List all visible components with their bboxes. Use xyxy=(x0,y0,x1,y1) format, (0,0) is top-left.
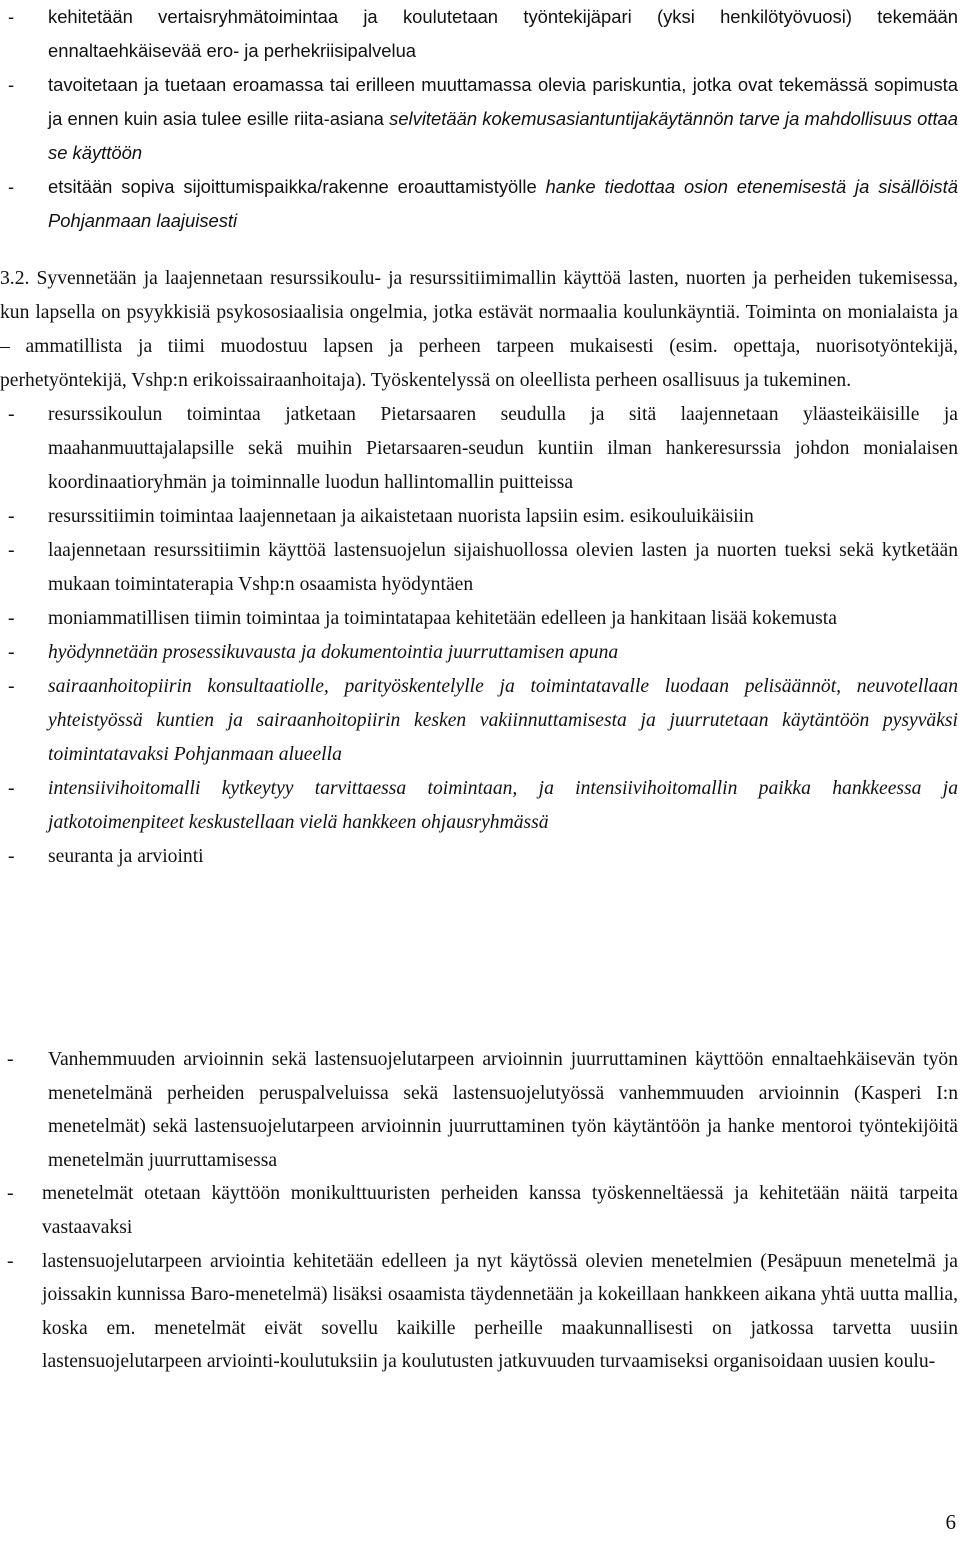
list-item xyxy=(0,840,958,874)
list-item xyxy=(0,534,958,602)
section-paragraph: 3.2. Syvennetään ja laajennetaan resurssikoulu- ja resurssitiimimallin käyttöä lasten, nuorten ja perheiden tukemisessa, kun lapsella on psyykkisiä psykososiaalisia ongelmia, jotka estävät normaalia koulunkäyntiä. Toiminta on monialaista ja – ammatillista ja tiimi muodostuu lapsen ja perheen tarpeen mukaisesti (esim. opettaja, nuorisotyöntekijä, perhetyöntekijä, Vshp:n erikoissairaanhoitaja). Työskentelyssä on oleellista perheen osallisuus ja tukeminen. xyxy=(0,268,958,391)
bullet-dash: - xyxy=(8,74,15,95)
top-bullet-list xyxy=(0,0,958,238)
list-item xyxy=(0,500,958,534)
list-item xyxy=(0,1245,958,1379)
bullet-dash: - xyxy=(8,778,15,799)
bullet-italic-text: selvitetään kokemusasiantuntijakäytännön tarve ja mahdollisuus ottaa se käyttöön xyxy=(48,108,959,163)
bullet-dash: - xyxy=(8,404,15,425)
bullet-dash: - xyxy=(8,506,15,527)
list-item xyxy=(0,1043,958,1177)
list-item xyxy=(0,772,958,840)
bottom-bullet-list xyxy=(0,1043,958,1379)
bullet-dash: - xyxy=(7,1250,14,1272)
bullet-dash: - xyxy=(8,540,15,561)
list-item xyxy=(0,170,958,238)
bullet-italic-text: hanke tiedottaa osion etenemisestä ja sisällöistä Pohjanmaan laajuisesti xyxy=(48,176,958,231)
bullet-italic-text: hyödynnetään prosessikuvausta ja dokumentointia juurruttamisen apuna xyxy=(48,642,619,663)
bullet-italic-text: intensiivihoitomalli kytkeytyy tarvittaessa toimintaan, ja intensiivihoitomallin paikka hankkeessa ja jatkotoimenpiteet keskustellaan vielä hankkeen ohjausryhmässä xyxy=(48,778,958,833)
list-item xyxy=(0,0,958,68)
section-3-2 xyxy=(0,262,958,874)
bullet-text: etsitään sopiva sijoittumispaikka/rakenne eroauttamistyölle xyxy=(48,176,537,197)
bullet-dash: - xyxy=(8,176,15,197)
bullet-text: tavoitetaan ja tuetaan eroamassa tai erilleen muuttamassa olevia pariskuntia, jotka ovat tekemässä sopimusta ja ennen kuin asia tulee esille riita-asiana xyxy=(48,74,958,129)
bullet-dash: - xyxy=(8,6,15,27)
list-item xyxy=(0,670,958,772)
bullet-dash: - xyxy=(8,642,15,663)
bullet-text: laajennetaan resurssitiimin käyttöä lastensuojelun sijaishuollossa olevien lasten ja nuorten tueksi sekä kytketään mukaan toimintaterapia Vshp:n osaamista hyödyntäen xyxy=(48,540,958,595)
bullet-text: seuranta ja arviointi xyxy=(48,846,204,867)
list-item xyxy=(0,636,958,670)
list-item xyxy=(0,602,958,636)
bullet-dash: - xyxy=(7,1049,14,1070)
bullet-text: Vanhemmuuden arvioinnin sekä lastensuojelutarpeen arvioinnin juurruttaminen käyttöön ennaltaehkäisevän työn menetelmänä perheiden peruspalveluissa sekä lastensuojelutyössä vanhemmuuden arvioinnin (Kasperi I:n menetelmät) sekä lastensuojelutarpeen arvioinnin juurruttaminen työn käytäntöön ja hanke mentoroi työntekijöitä menetelmän juurruttamisessa xyxy=(48,1049,958,1171)
bullet-text: kehitetään vertaisryhmätoimintaa ja koulutetaan työntekijäpari (yksi henkilötyövuosi) tekemään ennaltaehkäisevää ero- ja perhekriisipalvelua xyxy=(48,6,958,61)
bullet-text: resurssikoulun toimintaa jatketaan Pietarsaaren seudulla ja sitä laajennetaan yläasteikäisille ja maahanmuuttajalapsille sekä muihin Pietarsaaren-seudun kuntiin ilman hankeresurssia johdon monialaisen koordinaatioryhmän ja toiminnalle luodun hallintomallin puitteissa xyxy=(48,404,958,493)
list-item xyxy=(0,68,958,170)
list-item xyxy=(0,398,958,500)
bullet-italic-text: sairaanhoitopiirin konsultaatiolle, parityöskentelylle ja toimintatavalle luodaan pelisäännöt, neuvotellaan yhteistyössä kuntien ja sairaanhoitopiirin kesken vakiinnuttamisesta ja juurrutetaan käytäntöön pysyväksi toimintatavaksi Pohjanmaan alueella xyxy=(48,676,958,765)
bullet-text: moniammatillisen tiimin toimintaa ja toimintatapaa kehitetään edelleen ja hankitaan lisää kokemusta xyxy=(48,608,837,629)
bullet-dash: - xyxy=(8,608,15,629)
page-number: 6 xyxy=(945,1510,956,1534)
bullet-dash: - xyxy=(8,676,15,697)
bullet-text: lastensuojelutarpeen arviointia kehitetään edelleen ja nyt käytössä olevien menetelmien (Pesäpuun menetelmä ja joissakin kunnissa Baro-menetelmä) lisäksi osaamista täydennetään ja kokeillaan hankkeen aikana yhtä uutta mallia, koska em. menetelmät eivät sovellu kaikille perheille maakunnallisesti on jatkossa tarvetta uusiin lastensuojelutarpeen arviointi-koulutuksiin ja koulutusten jatkuvuuden turvaamiseksi organisoidaan uusien koulu- xyxy=(42,1250,958,1373)
list-item xyxy=(0,1177,958,1244)
bullet-dash: - xyxy=(7,1183,14,1205)
bullet-text: resurssitiimin toimintaa laajennetaan ja aikaistetaan nuorista lapsiin esim. esikouluikäisiin xyxy=(48,506,754,527)
bullet-dash: - xyxy=(8,846,15,867)
bullet-text: menetelmät otetaan käyttöön monikulttuuristen perheiden kanssa työskenneltäessä ja kehitetään näitä tarpeita vastaavaksi xyxy=(42,1183,958,1238)
